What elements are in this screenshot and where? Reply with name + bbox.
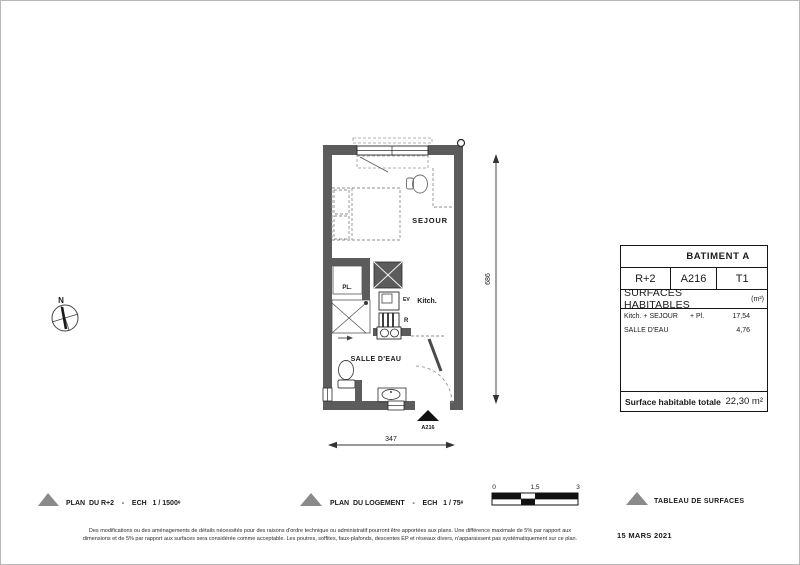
bathroom-direction-arrow (338, 336, 353, 341)
entrance-door-swing (415, 366, 452, 403)
svg-text:1,5: 1,5 (530, 484, 540, 491)
bathroom-door-leaf (429, 339, 441, 371)
legend-triangle-icon (626, 492, 648, 505)
bed-furniture (332, 188, 400, 240)
disclaimer-text (60, 528, 600, 543)
building-label: BATIMENT A (686, 251, 750, 262)
legend-tableau (626, 492, 744, 505)
dimension-width (328, 436, 455, 448)
fridge-fixture (379, 313, 399, 327)
unit-number-label: A216 (671, 268, 718, 289)
svg-text:347: 347 (385, 436, 397, 443)
section-title: SURFACES HABITABLES (624, 287, 690, 311)
kitchen-block (374, 262, 410, 339)
floor-label: R+2 (621, 268, 671, 289)
disclaimer-line-2: dimensions et de 5% par rapport aux surfaces sera considérée comme acceptable. Les poutres, soffites, faux-plafonds, descentes EP et réseaux divers, n'apparaissent pas systématiquement sur ce plan. (82, 535, 578, 542)
shower-fixture (332, 300, 370, 333)
entrance-marker-icon (417, 410, 439, 431)
total-label: Surface habitable totale (625, 396, 721, 407)
row-value: 4,76 (736, 326, 750, 334)
north-label: N (58, 296, 64, 305)
total-value: 22,30 m² (725, 396, 763, 407)
svg-text:686: 686 (485, 273, 492, 285)
downspout-icon (458, 140, 465, 147)
disclaimer-line-1: Des modifications ou des aménagements de détails nécessités pour des raisons d'ordre technique ou administratif pourront être apportées aux plans. Une différence maximale de 5% par rapport aux (88, 528, 572, 534)
dimension-height (485, 154, 499, 404)
closet-pl (333, 266, 362, 294)
legend-triangle-icon (38, 493, 59, 506)
legend-triangle-icon (300, 493, 322, 506)
scale-bar (492, 484, 580, 505)
legend-plan-logement-label: PLAN DU LOGEMENT - ECH 1 / 75ᵉ (330, 500, 464, 507)
washbasin-fixture (378, 388, 406, 402)
toilet-fixture (338, 361, 355, 389)
svg-text:0: 0 (492, 484, 496, 491)
row-label: Kitch. + SEJOUR (624, 312, 678, 320)
row-extra: + Pl. (690, 312, 705, 320)
plan-date: 15 MARS 2021 (617, 531, 672, 540)
entrance-unit-label: A216 (421, 425, 435, 431)
table-section-header (621, 287, 767, 311)
closet-label: PL. (342, 285, 352, 291)
table-row (621, 323, 767, 337)
bathroom-label: SALLE D'EAU (350, 356, 402, 363)
legend-plan-r2 (38, 493, 181, 507)
kitchen-label: Kitch. (417, 298, 437, 305)
entry-closet-dashed (433, 168, 454, 207)
legend-plan-logement (300, 493, 464, 507)
table-and-chair-furniture (407, 175, 428, 193)
surface-table (620, 245, 768, 412)
unit-type-label: T1 (735, 272, 749, 285)
fridge-label: R (404, 318, 409, 324)
table-total-row (621, 391, 767, 411)
legend-tableau-label: TABLEAU DE SURFACES (654, 498, 745, 505)
north-compass-icon (52, 296, 78, 331)
row-label: SALLE D'EAU (624, 326, 669, 334)
svg-text:3: 3 (576, 484, 580, 491)
sejour-label: SEJOUR (412, 216, 448, 225)
table-row-building (621, 246, 767, 268)
sink-label: EV (403, 297, 410, 303)
unit-suffix: (m²) (751, 295, 764, 303)
row-value: 17,54 (732, 312, 750, 320)
legend-plan-r2-label: PLAN DU R+2 - ECH 1 / 1500ᵉ (66, 500, 181, 507)
table-row (621, 309, 767, 323)
